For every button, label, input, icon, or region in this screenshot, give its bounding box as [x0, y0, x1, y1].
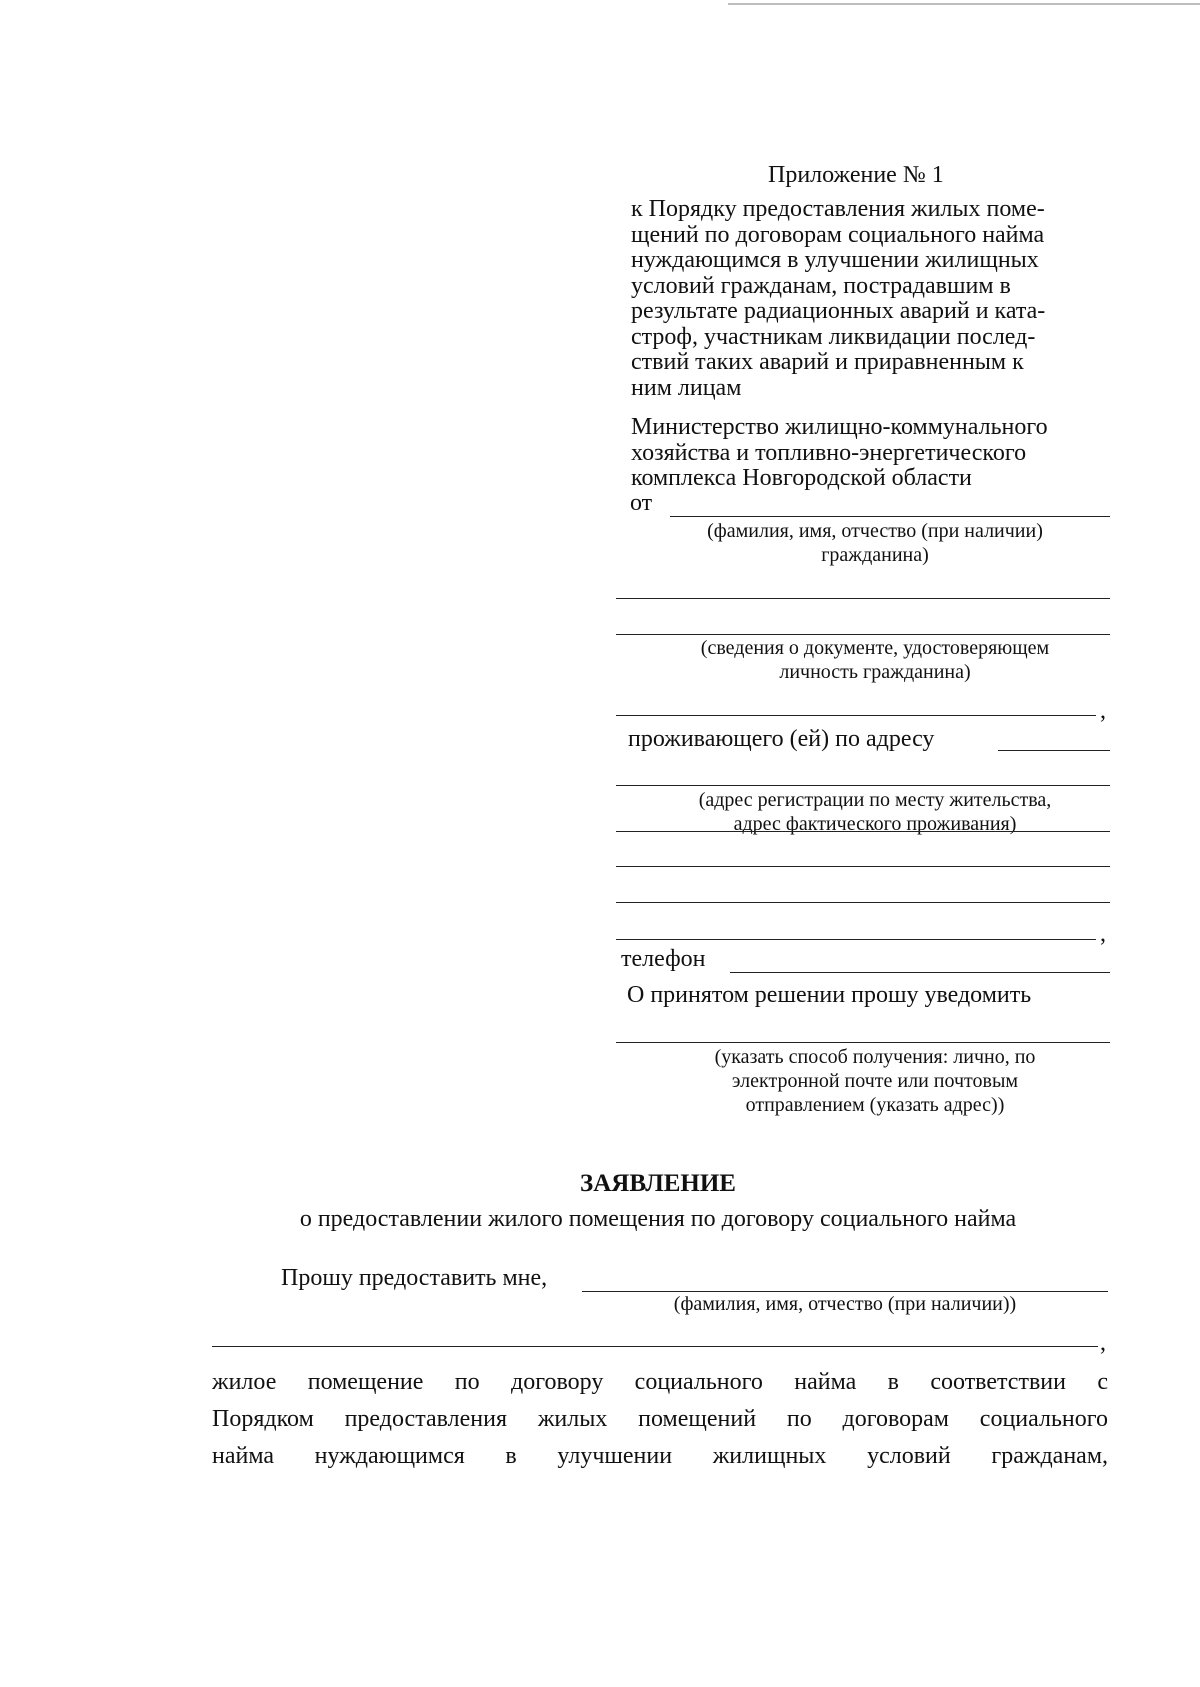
request-name-caption: (фамилия, имя, отчество (при наличии)): [673, 1293, 1017, 1315]
recipient-line: комплекса Новгородской области: [631, 465, 972, 491]
comma-mark: ,: [1100, 921, 1106, 947]
body-line: Порядком предоставления жилых помещений по договорам социального: [212, 1406, 1108, 1432]
caption-line: гражданина): [821, 544, 929, 566]
body-line: найма нуждающимся в улучшении жилищных условий гражданам,: [212, 1443, 1108, 1469]
notify-method-caption: [640, 1045, 1110, 1117]
applicant-name-line[interactable]: [670, 516, 1110, 517]
body-line: жилое помещение по договору социального найма в соответствии с: [212, 1369, 1108, 1395]
caption-line: (адрес регистрации по месту жительства,: [698, 789, 1052, 811]
scan-edge-line: [728, 3, 1200, 5]
address-line[interactable]: [616, 785, 1110, 786]
appendix-subtitle-line: строф, участникам ликвидации послед-: [631, 323, 1036, 350]
caption-line: электронной почте или почтовым: [731, 1070, 1019, 1092]
notify-label: О принятом решении прошу уведомить: [627, 982, 1032, 1008]
identity-document-line[interactable]: [616, 634, 1110, 635]
appendix-subtitle-line: условий гражданам, пострадавшим в: [631, 272, 1011, 299]
address-line-5[interactable]: [616, 939, 1096, 940]
request-label: Прошу предоставить мне,: [281, 1265, 548, 1291]
address-line-3[interactable]: [616, 866, 1110, 867]
appendix-subtitle-line: ним лицам: [631, 374, 742, 401]
from-label: от: [630, 490, 653, 516]
caption-line: (сведения о документе, удостоверяющем: [700, 637, 1050, 659]
address-caption: [640, 788, 1110, 836]
phone-label: телефон: [621, 946, 706, 972]
address-line-4[interactable]: [616, 902, 1110, 903]
applicant-name-line-2[interactable]: [616, 598, 1110, 599]
appendix-subtitle-line: к Порядку предоставления жилых поме-: [631, 196, 1045, 222]
identity-document-caption: [640, 636, 1110, 684]
notify-method-line[interactable]: [616, 1042, 1110, 1043]
caption-line: отправлением (указать адрес)): [745, 1094, 1005, 1116]
identity-document-line-2[interactable]: [616, 715, 1096, 716]
statement-body: [212, 1364, 1108, 1475]
caption-line: личность гражданина): [779, 661, 971, 683]
recipient-line: хозяйства и топливно-энергетического: [631, 439, 1027, 466]
recipient-block: [631, 415, 1048, 492]
statement-subheading: о предоставлении жилого помещения по договору социального найма: [299, 1206, 1017, 1232]
appendix-subtitle-line: ствий таких аварий и приравненным к: [631, 349, 1024, 375]
appendix-title: Приложение № 1: [768, 162, 944, 188]
recipient-line: Министерство жилищно-коммунального: [631, 414, 1048, 440]
applicant-name-caption: [640, 519, 1110, 567]
caption-line: адрес фактического проживания): [733, 813, 1017, 835]
address-line-inline[interactable]: [998, 750, 1110, 751]
statement-heading: ЗАЯВЛЕНИЕ: [580, 1170, 736, 1197]
request-name-line-2[interactable]: [212, 1346, 1098, 1347]
comma-mark: ,: [1100, 698, 1106, 724]
appendix-subtitle-line: нуждающимся в улучшении жилищных: [631, 247, 1039, 273]
phone-line[interactable]: [730, 972, 1110, 973]
comma-mark: ,: [1100, 1330, 1106, 1356]
appendix-subtitle-line: щений по договорам социального найма: [631, 221, 1045, 248]
appendix-subtitle: [631, 197, 1045, 401]
caption-line: (указать способ получения: лично, по: [714, 1046, 1036, 1068]
appendix-subtitle-line: результате радиационных аварий и ката-: [631, 298, 1046, 324]
caption-line: (фамилия, имя, отчество (при наличии): [707, 520, 1043, 542]
address-line-2[interactable]: [616, 831, 1110, 832]
residing-label: проживающего (ей) по адресу: [628, 726, 935, 752]
